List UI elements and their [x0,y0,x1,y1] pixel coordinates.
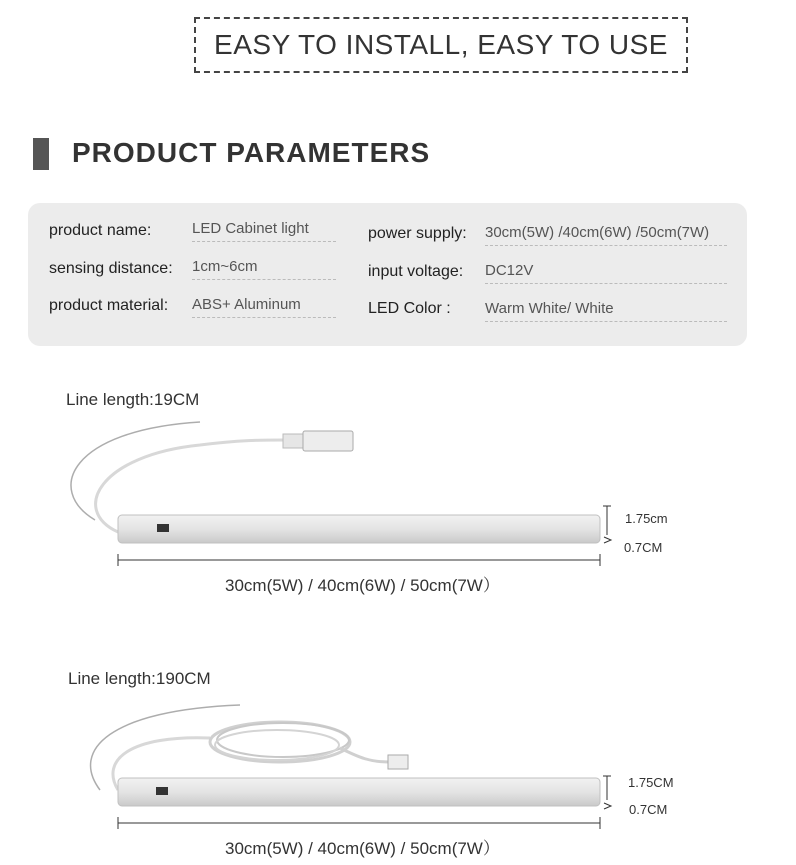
line-length-label: Line length:19CM [66,390,200,409]
height-label: 1.75cm [625,511,668,526]
sensor-icon [156,787,168,795]
height-label: 1.75CM [628,775,674,790]
section-title: PRODUCT PARAMETERS [72,137,431,168]
section-marker [33,138,49,170]
dimension-label: 30cm(5W) / 40cm(6W) / 50cm(7W） [225,576,500,595]
param-value: LED Cabinet light [192,220,336,242]
sensor-icon [157,524,169,532]
depth-label: 0.7CM [629,802,668,817]
banner [194,17,688,73]
param-label: LED Color : [368,300,451,317]
param-label: input voltage: [368,263,464,280]
param-value: Warm White/ White [485,300,727,322]
param-label: product name: [49,222,152,239]
line-length-label: Line length:190CM [68,669,211,688]
banner-text: EASY TO INSTALL, EASY TO USE [214,29,668,60]
param-value: DC12V [485,262,727,284]
param-value: ABS+ Aluminum [192,296,336,318]
depth-label: 0.7CM [624,540,663,555]
param-label: product material: [49,297,169,314]
param-value: 1cm~6cm [192,258,336,280]
param-value: 30cm(5W) /40cm(6W) /50cm(7W) [485,224,727,246]
param-label: power supply: [368,225,467,242]
param-label: sensing distance: [49,260,173,277]
dimension-label: 30cm(5W) / 40cm(6W) / 50cm(7W） [225,839,500,858]
